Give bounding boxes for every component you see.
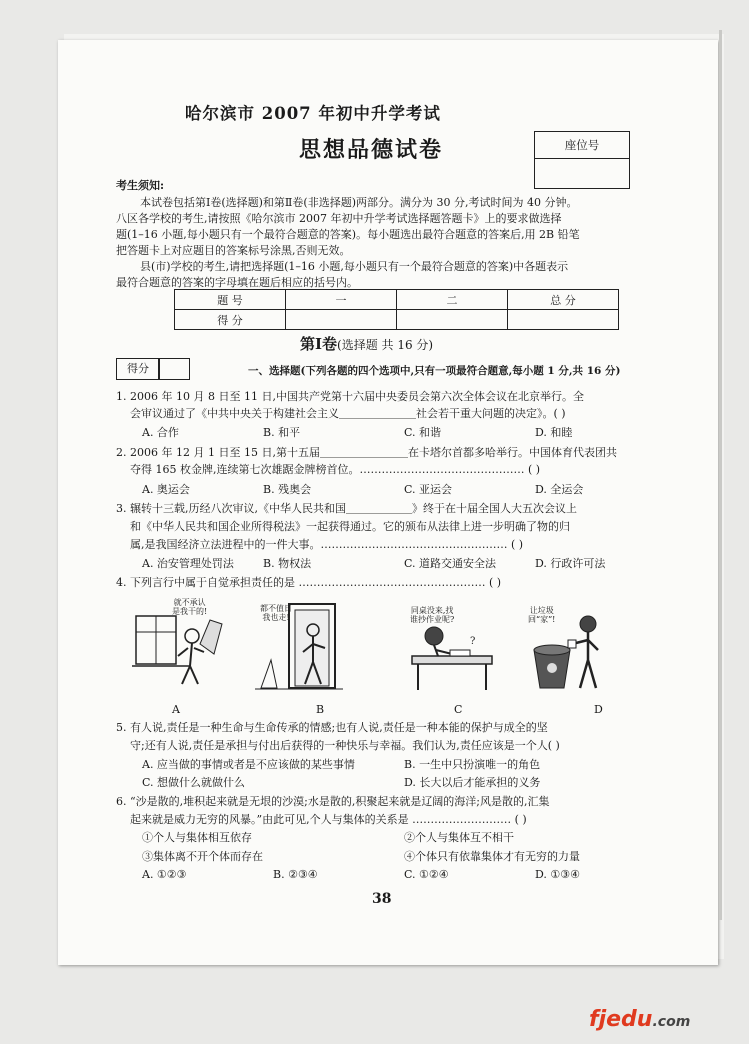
score-header-cell: 一 [286, 290, 397, 310]
notice-line: 题(1–16 小题,每小题只有一个最符合题意的答案)。每小题选出最符合题意的答案后,用 2B 铅笔 [116, 228, 580, 241]
bubble-b: 都不值日 我也走! [260, 604, 292, 622]
option: D. 全运会 [535, 483, 584, 496]
seat-number-label: 座位号 [535, 132, 629, 159]
option: B. ②③④ [273, 868, 318, 881]
notice-line: 八区各学校的考生,请按照《哈尔滨市 2007 年初中升学考试选择题答题卡》上的要求做选择 [116, 212, 562, 225]
question-line: 属,是我国经济立法进程中的一件大事。…………………………………………… ( ) [130, 538, 524, 551]
option: A. 应当做的事情或者是不应该做的某些事情 [142, 758, 355, 771]
option: A. 合作 [142, 426, 179, 439]
option: D. 和睦 [535, 426, 573, 439]
score-table [174, 289, 619, 330]
option: B. 物权法 [263, 557, 312, 570]
notice-line: 最符合题意的答案的字母填在题后相应的括号内。 [116, 276, 358, 289]
score-cell [397, 310, 508, 330]
option: C. 和谐 [404, 426, 442, 439]
option: A. 奥运会 [142, 483, 190, 496]
option: A. ①②③ [142, 868, 187, 881]
option: D. ①③④ [535, 868, 581, 881]
watermark-logo [589, 1007, 690, 1032]
score-header-cell: 二 [397, 290, 508, 310]
svg-text:?: ? [470, 636, 476, 647]
option: D. 行政许可法 [535, 557, 606, 570]
score-box-blank [158, 358, 190, 380]
subject-title: 思想品德试卷 [299, 137, 444, 163]
bubble-d: 让垃圾 回“家”! [528, 606, 556, 624]
section-instruction: 一、选择题(下列各题的四个选项中,只有一项最符合题意,每小题 1 分,共 16 分) [248, 365, 621, 377]
option: B. 残奥会 [263, 483, 312, 496]
option: ①个人与集体相互依存 [142, 831, 252, 844]
score-cell [286, 310, 397, 330]
option: C. ①②④ [404, 868, 449, 881]
option: C. 道路交通安全法 [404, 557, 497, 570]
part1-title [300, 333, 433, 354]
question-line: 起来就是威力无穷的风暴。”由此可见,个人与集体的关系是 ……………………… ( ) [130, 813, 527, 826]
question-line: 夺得 165 枚金牌,连续第七次雄踞金牌榜首位。……………………………………… ( ) [130, 463, 541, 476]
option: ②个人与集体互不相干 [404, 831, 514, 844]
watermark-text: fjedu [589, 1007, 653, 1032]
notice-line: 本试卷包括第Ⅰ卷(选择题)和第Ⅱ卷(非选择题)两部分。满分为 30 分,考试时间为 40 分钟。 [140, 196, 578, 209]
question-line: 6. “沙是散的,堆积起来就是无垠的沙漠;水是散的,积聚起来就是辽阔的海洋;风是散的,汇集 [116, 795, 550, 808]
picture-label: C [454, 703, 463, 716]
exam-title: 哈尔滨市 2007 年初中升学考试 [185, 104, 441, 123]
score-cell [508, 310, 619, 330]
part1-title-main: 第Ⅰ卷 [300, 335, 338, 353]
picture-label: B [316, 703, 325, 716]
bubble-c: 同桌没来,找 谁抄作业呢? [410, 606, 455, 624]
option: B. 一生中只扮演唯一的角色 [404, 758, 541, 771]
option: C. 想做什么就做什么 [142, 776, 246, 789]
option: ④个体只有依靠集体才有无穷的力量 [404, 850, 580, 863]
question-line: 1. 2006 年 10 月 8 日至 11 日,中国共产党第十六届中央委员会第六次全体会议在北京举行。全 [116, 390, 584, 403]
question-line: 3. 辗转十三载,历经八次审议,《中华人民共和国＿＿＿＿＿＿》终于在十届全国人大五次会议上 [116, 502, 577, 515]
watermark-domain: .com [652, 1014, 691, 1030]
question-line: 会审议通过了《中共中央关于构建社会主义＿＿＿＿＿＿＿社会若干重大问题的决定》。( ) [130, 407, 566, 420]
option: B. 和平 [263, 426, 301, 439]
picture-label: A [172, 703, 180, 716]
notice-line: 县(市)学校的考生,请把选择题(1–16 小题,每小题只有一个最符合题意的答案)中各题表示 [140, 260, 569, 273]
seat-number-box [534, 131, 630, 189]
option: A. 治安管理处罚法 [142, 557, 234, 570]
part1-title-sub: (选择题 共 16 分) [337, 338, 434, 352]
page-number: 38 [372, 891, 392, 907]
question-line: 4. 下列言行中属于自觉承担责任的是 …………………………………………… ( ) [116, 576, 502, 589]
score-header-cell: 题 号 [175, 290, 286, 310]
notice-line: 把答题卡上对应题目的答案标号涂黑,否则无效。 [116, 244, 351, 257]
binding-edge [719, 30, 722, 920]
option: D. 长大以后才能承担的义务 [404, 776, 541, 789]
picture-label: D [594, 703, 603, 716]
option: C. 亚运会 [404, 483, 453, 496]
question-line: 守;还有人说,责任是承担与付出后获得的一种快乐与幸福。我们认为,责任应该是一个人( ) [130, 739, 560, 752]
score-row-label: 得 分 [175, 310, 286, 330]
score-header-cell: 总 分 [508, 290, 619, 310]
score-box-label: 得分 [116, 358, 160, 380]
question-line: 2. 2006 年 12 月 1 日至 15 日,第十五届＿＿＿＿＿＿＿＿在卡塔尔首都多哈举行。中国体育代表团共 [116, 446, 617, 459]
option: ③集体离不开个体而存在 [142, 850, 263, 863]
question-line: 和《中华人民共和国企业所得税法》一起获得通过。它的颁布从法律上进一步明确了物的归 [130, 520, 570, 533]
bubble-a: 就不承认 是我干的! [172, 598, 208, 616]
question-line: 5. 有人说,责任是一种生命与生命传承的情感;也有人说,责任是一种本能的保护与成全的坚 [116, 721, 548, 734]
notice-heading: 考生须知: [116, 179, 165, 192]
